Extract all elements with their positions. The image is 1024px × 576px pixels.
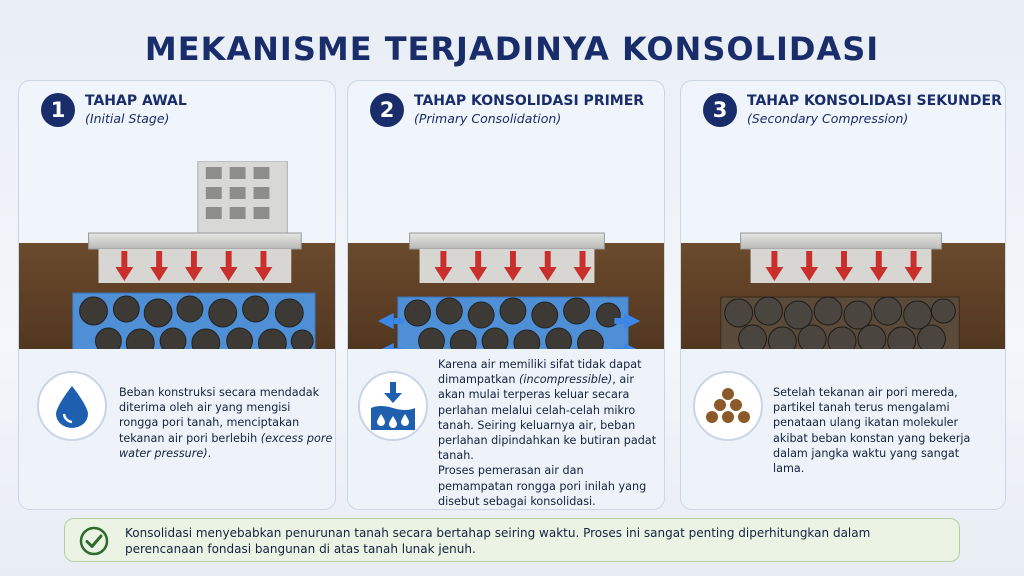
stage-description: Karena air memiliki sifat tidak dapat dimampatkan (incompressible), air akan mulai terperas keluar secara perlahan melalui celah-celah mikro tanah. Seiring keluarnya air, beban perlahan dipindahkan ke butiran padat tanah. Proses pemerasan air dan pemampatan rongga pori inilah yang disebut sebagai konsolidasi.: [438, 358, 657, 508]
stage-description-area: [19, 349, 335, 510]
water-drop-icon: [37, 371, 107, 441]
summary-text: Konsolidasi menyebabkan penurunan tanah secara bertahap seiring waktu. Proses ini sangat penting diperhitungkan dalam perencanaan fondasi bangunan di atas tanah lunak jenuh.: [125, 526, 871, 556]
page-title: MEKANISME TERJADINYA KONSOLIDASI: [144, 30, 880, 68]
stage-subtitle: (Primary Consolidation): [414, 111, 562, 126]
stage-description-area: [681, 349, 1005, 510]
stage-description-area: [348, 349, 664, 510]
stage-title: TAHAP AWAL: [85, 93, 187, 109]
stage-header: [41, 93, 187, 133]
stage-header: [370, 93, 644, 133]
summary-banner: [64, 518, 960, 562]
stage-panel-initial: [18, 80, 336, 510]
stage-number-badge: 3: [703, 93, 737, 127]
water-expulsion-icon: [358, 371, 428, 441]
stage-number-badge: 1: [41, 93, 75, 127]
stage-title: TAHAP KONSOLIDASI SEKUNDER: [747, 93, 1002, 109]
soil-particles-icon: [693, 371, 763, 441]
stage-title: TAHAP KONSOLIDASI PRIMER: [414, 93, 645, 109]
stage-panel-secondary: [680, 80, 1006, 510]
stage-description: Beban konstruksi secara mendadak diterima oleh air yang mengisi rongga pori tanah, menciptakan tekanan air pori berlebih (excess pore water pressure).: [119, 386, 333, 460]
stage-description: Setelah tekanan air pori mereda, partikel tanah terus mengalami penataan ulang ikatan molekuler akibat beban konstan yang bekerja dalam jangka waktu yang sangat lama.: [773, 386, 971, 476]
stage-subtitle: (Initial Stage): [85, 111, 170, 126]
building: [198, 161, 287, 237]
stage-number-badge: 2: [370, 93, 404, 127]
stage-panel-primary: [347, 80, 665, 510]
stage-description-extra: Proses pemerasan air dan pemampatan rongga pori inilah yang disebut sebagai konsolidasi.: [438, 464, 647, 508]
check-circle-icon: [79, 526, 109, 556]
stage-subtitle: (Secondary Compression): [747, 111, 909, 126]
stage-header: [703, 93, 1002, 133]
